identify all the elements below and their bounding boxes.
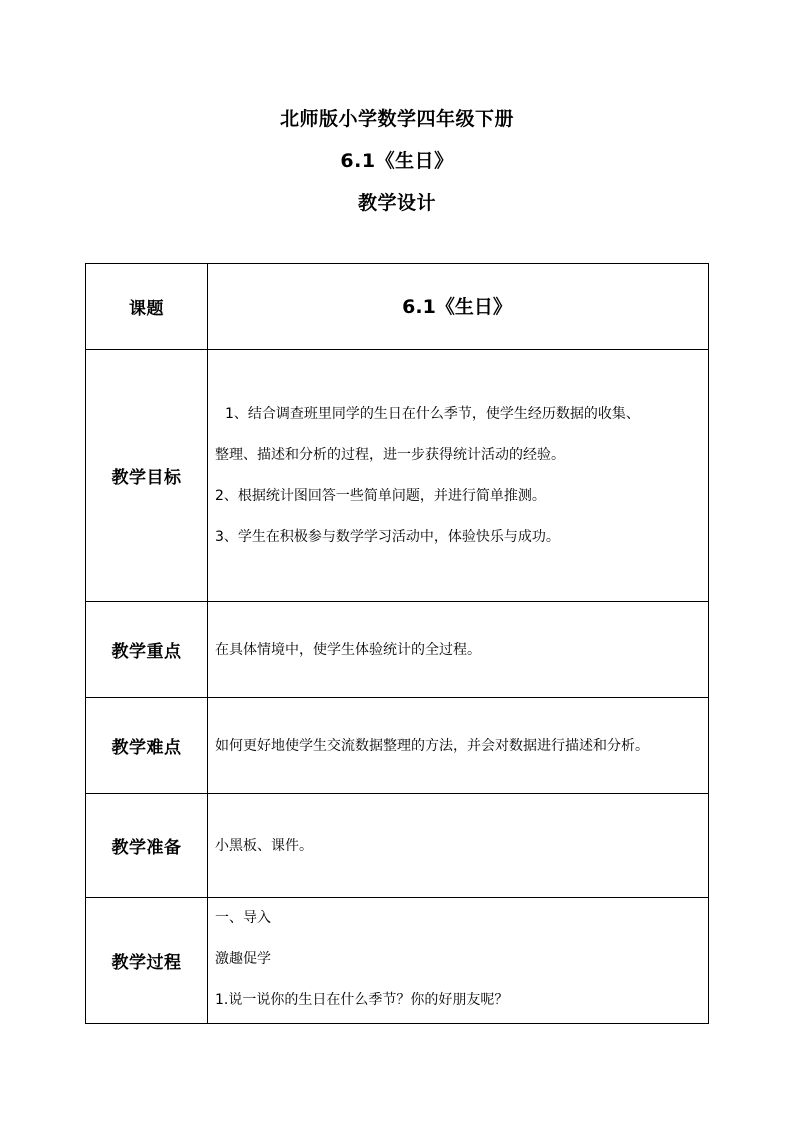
row-process: [86, 898, 709, 1024]
goals-content: [208, 350, 709, 602]
topic-value: 6.1《生日》: [208, 264, 709, 350]
goals-label: 教学目标: [86, 350, 208, 602]
key-points-value: 在具体情境中，使学生体验统计的全过程。: [208, 602, 709, 698]
document-subtitle: 教学设计: [357, 192, 436, 214]
process-content: [208, 898, 709, 1024]
preparation-value: 小黑板、课件。: [208, 794, 709, 898]
row-preparation: [86, 794, 709, 898]
key-points-label: 教学重点: [86, 602, 208, 698]
goal-line: 整理、描述和分析的过程，进一步获得统计活动的经验。: [215, 446, 565, 463]
goal-line: 3、学生在积极参与数学学习活动中，体验快乐与成功。: [215, 528, 560, 545]
document-title: 北师版小学数学四年级下册: [279, 108, 514, 130]
difficulties-label: 教学难点: [86, 698, 208, 794]
goal-line: 1、结合调查班里同学的生日在什么季节，使学生经历数据的收集、: [225, 405, 640, 422]
difficulties-value: 如何更好地使学生交流数据整理的方法，并会对数据进行描述和分析。: [208, 698, 709, 794]
topic-label: 课题: [86, 264, 208, 350]
preparation-label: 教学准备: [86, 794, 208, 898]
process-line: 激趣促学: [215, 951, 271, 967]
process-line: 1.说一说你的生日在什么季节？你的好朋友呢？: [215, 992, 509, 1008]
process-label: 教学过程: [86, 898, 208, 1024]
row-difficulties: [86, 698, 709, 794]
lesson-title: 6.1《生日》: [340, 150, 454, 172]
row-topic: [86, 264, 709, 350]
goal-line: 2、根据统计图回答一些简单问题，并进行简单推测。: [215, 487, 546, 504]
row-key-points: [86, 602, 709, 698]
row-goals: [86, 350, 709, 602]
process-line: 一、导入: [215, 910, 271, 926]
lesson-plan-table: [85, 263, 709, 1024]
